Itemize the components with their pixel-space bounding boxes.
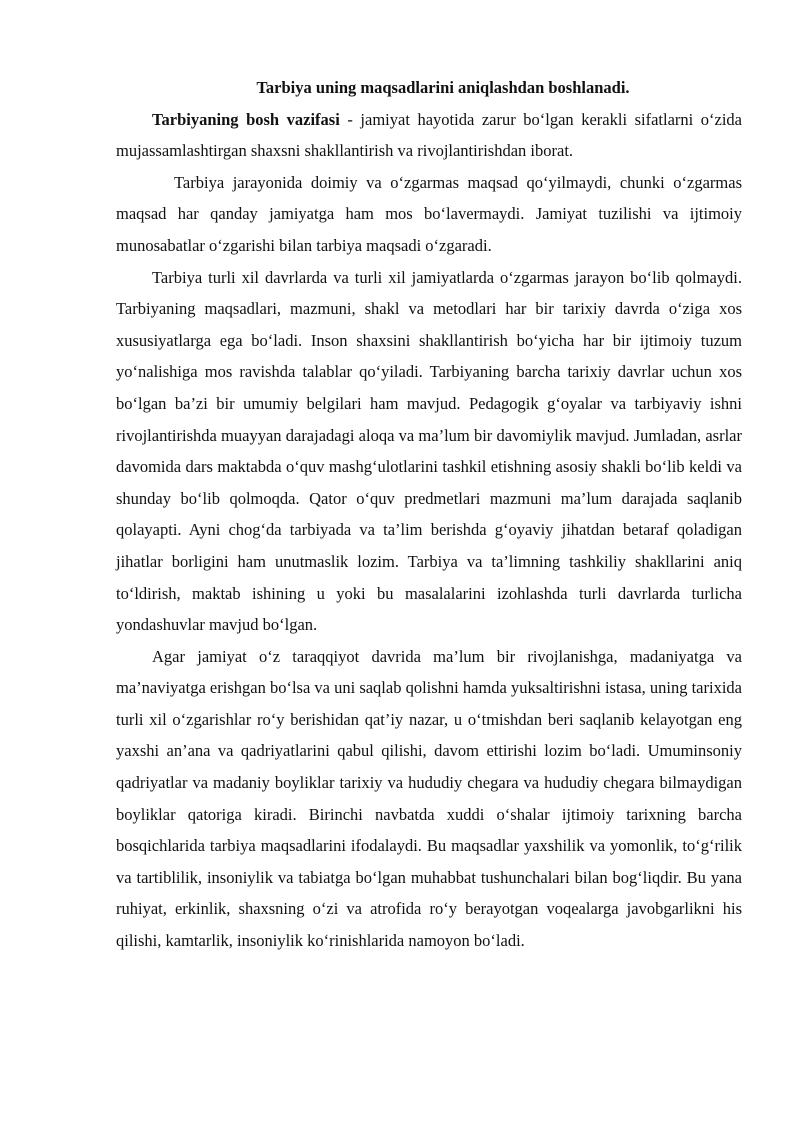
page-title: Tarbiya uning maqsadlarini aniqlashdan boshlanadi.	[256, 78, 630, 97]
paragraph-4: Agar jamiyat o‘z taraqqiyot davrida ma’lum bir rivojlanishga, madaniyatga va ma’naviyatga erishgan bo‘lsa va uni saqlab qolishni hamda yuksaltirishni istasa, uning tarixida turli xil o‘zgarishlar ro‘y berishidan qat’iy nazar, u o‘tmishdan beri saqlanib kelayotgan eng yaxshi an’ana va qadriyatlarini qabul qilishi, davom ettirishi lozim bo‘ladi. Umuminsoniy qadriyatlar va madaniy boyliklar tarixiy va hududiy chegara va hududiy chegara bilmaydigan boyliklar qatoriga kiradi. Birinchi navbatda xuddi o‘shalar ijtimoiy tarixning barcha bosqichlarida tarbiya maqsadlarini ifodalaydi. Bu maqsadlar yaxshilik va yomonlik, to‘g‘rilik va tartiblilik, insoniylik va tabiatga bo‘lgan muhabbat tushunchalari bilan bog‘liqdir. Bu yana ruhiyat, erkinlik, shaxsning o‘zi va atrofida ro‘y berayotgan voqealarga javobgarlikni his qilishi, kamtarlik, insoniylik ko‘rinishlarida namoyon bo‘ladi.	[116, 646, 742, 951]
document-page	[116, 72, 742, 957]
paragraph-1	[116, 104, 742, 167]
paragraph-1-lead: Tarbiyaning bosh vazifasi	[152, 109, 340, 129]
paragraph-2: Tarbiya jarayonida doimiy va o‘zgarmas maqsad qo‘yilmaydi, chunki o‘zgarmas maqsad har qanday jamiyatga ham mos bo‘lavermaydi. Jamiyat tuzilishi va ijtimoiy munosabatlar o‘zgarishi bilan tarbiya maqsadi o‘zgaradi.	[116, 172, 742, 255]
paragraph-3: Tarbiya turli xil davrlarda va turli xil jamiyatlarda o‘zgarmas jarayon bo‘lib qolmaydi. Tarbiyaning maqsadlari, mazmuni, shakl va metodlari har bir tarixiy davrda o‘ziga xos xususiyatlarga ega bo‘ladi. Inson shaxsini shakllantirish bo‘yicha har bir ijtimoiy tuzum yo‘nalishiga mos ravishda talablar qo‘yiladi. Tarbiyaning barcha tarixiy davrlar uchun xos bo‘lgan ba’zi bir umumiy belgilari ham mavjud. Pedagogik g‘oyalar va tarbiyaviy ishni rivojlantirishda muayyan darajadagi aloqa va ma’lum bir davomiylik mavjud. Jumladan, asrlar davomida dars maktabda o‘quv mashg‘ulotlarini tashkil etishning asosiy shakli bo‘lib keldi va shunday bo‘lib qolmoqda. Qator o‘quv predmetlari mazmuni ma’lum darajada saqlanib qolayapti. Ayni chog‘da tarbiyada va ta’lim berishda g‘oyaviy jihatdan betaraf qoladigan jihatlar borligini ham unutmaslik lozim. Tarbiya va ta’limning tashkiliy shakllarini aniq to‘ldirish, maktab ishining u yoki bu masalalarini izohlashda turli davrlarda turlicha yondashuvlar mavjud bo‘lgan.	[116, 267, 742, 635]
paragraph-1-text: - jamiyat hayotida zarur bo‘lgan kerakli sifatlarni o‘zida mujassamlashtirgan shaxsni shakllantirish va rivojlantirishdan iborat.	[116, 109, 743, 161]
